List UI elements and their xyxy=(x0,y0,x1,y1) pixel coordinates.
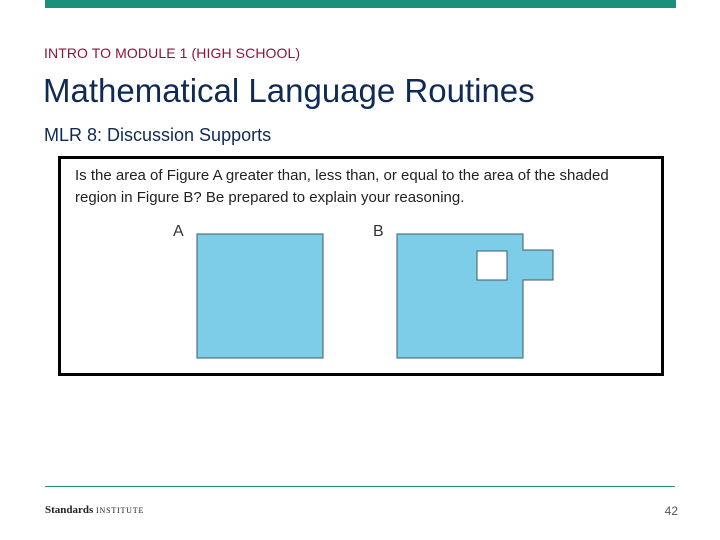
task-prompt: Is the area of Figure A greater than, less than, or equal to the area of the shaded region in Figure B? Be prepared to explain your reasoning. xyxy=(75,167,609,206)
figure-b-shape xyxy=(397,234,553,358)
figure-a-label: A xyxy=(173,223,184,240)
section-kicker: INTRO TO MODULE 1 (HIGH SCHOOL) xyxy=(44,45,301,61)
footer-rule xyxy=(45,486,675,487)
figures-diagram xyxy=(61,159,661,373)
figure-a-square xyxy=(197,234,323,358)
task-box xyxy=(58,156,664,376)
slide-subtitle: MLR 8: Discussion Supports xyxy=(44,125,272,145)
figure-b-hole xyxy=(477,251,507,280)
page-number: 42 xyxy=(664,504,678,518)
top-accent-bar xyxy=(45,0,676,8)
logo-word-institute: INSTITUTE xyxy=(96,506,145,515)
slide-title: Mathematical Language Routines xyxy=(43,72,535,109)
figure-b-label: B xyxy=(373,223,384,240)
standards-institute-logo xyxy=(45,504,144,516)
logo-word-standards: Standards xyxy=(45,504,94,516)
